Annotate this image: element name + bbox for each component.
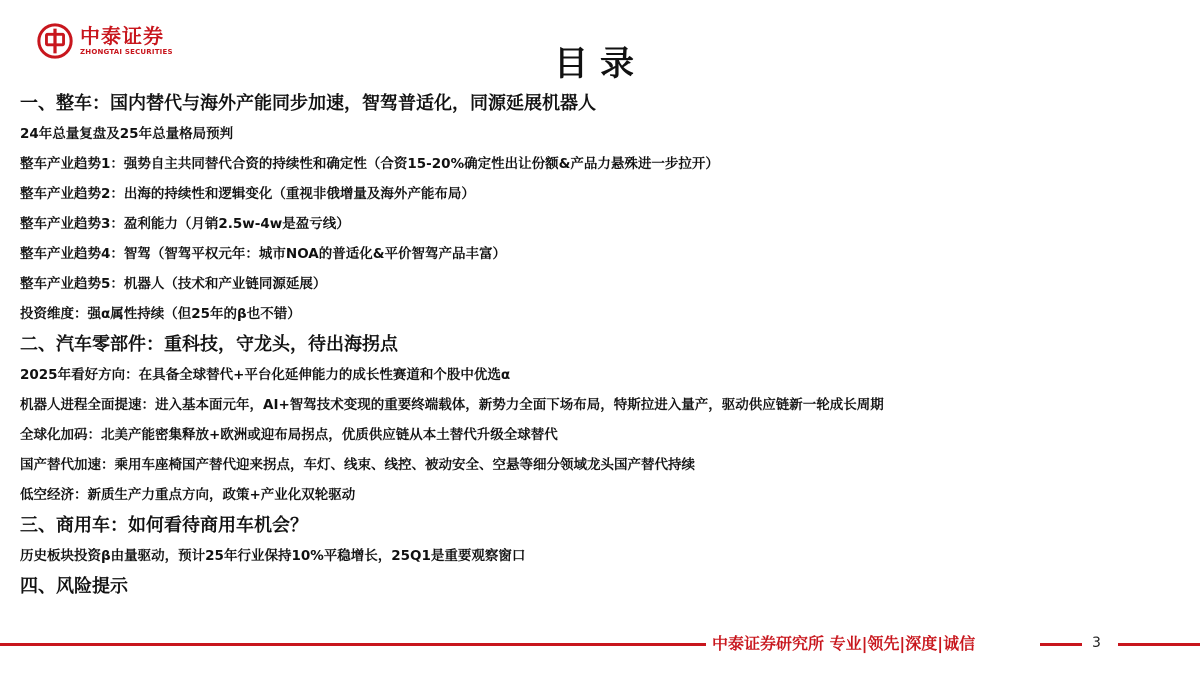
footer-slogan: 中泰证券研究所 专业|领先|深度|诚信 <box>712 634 976 653</box>
toc-item[interactable]: 机器人进程全面提速：进入基本面元年，AI+智驾技术变现的重要终端载体，新势力全面下场布局，特斯拉进入量产，驱动供应链新一轮成长周期 <box>20 397 884 413</box>
toc-heading-1[interactable]: 一、整车：国内替代与海外产能同步加速，智驾普适化，同源延展机器人 <box>20 93 596 114</box>
toc-item[interactable]: 国产替代加速：乘用车座椅国产替代迎来拐点，车灯、线束、线控、被动安全、空悬等细分领域龙头国产替代持续 <box>20 457 695 473</box>
brand-name-en: ZHONGTAI SECURITIES <box>80 48 173 56</box>
toc-item[interactable]: 整车产业趋势2：出海的持续性和逻辑变化（重视非俄增量及海外产能布局） <box>20 186 475 202</box>
toc-item[interactable]: 整车产业趋势4：智驾（智驾平权元年：城市NOA的普适化&平价智驾产品丰富） <box>20 246 507 262</box>
page-title: 目录 <box>554 44 646 84</box>
toc-item[interactable]: 整车产业趋势3：盈利能力（月销2.5w-4w是盈亏线） <box>20 216 350 232</box>
page-number: 3 <box>1092 635 1101 651</box>
toc-item[interactable]: 24年总量复盘及25年总量格局预判 <box>20 126 234 142</box>
toc-item[interactable]: 历史板块投资β由量驱动，预计25年行业保持10%平稳增长，25Q1是重要观察窗口 <box>20 548 526 564</box>
footer-divider-left <box>0 643 706 646</box>
toc-item[interactable]: 全球化加码：北美产能密集释放+欧洲或迎布局拐点，优质供应链从本土替代升级全球替代 <box>20 427 558 443</box>
toc-heading-4[interactable]: 四、风险提示 <box>20 576 128 597</box>
footer-divider-right <box>1040 643 1082 646</box>
toc-item[interactable]: 2025年看好方向：在具备全球替代+平台化延伸能力的成长性赛道和个股中优选α <box>20 367 511 383</box>
toc-item[interactable]: 整车产业趋势1：强势自主共同替代合资的持续性和确定性（合资15-20%确定性出让份额&产品力悬殊进一步拉开） <box>20 156 719 172</box>
toc-item[interactable]: 整车产业趋势5：机器人（技术和产业链同源延展） <box>20 276 327 292</box>
toc-item[interactable]: 低空经济：新质生产力重点方向，政策+产业化双轮驱动 <box>20 487 356 503</box>
toc-item[interactable]: 投资维度：强α属性持续（但25年的β也不错） <box>20 306 301 322</box>
brand-name-cn: 中泰证券 <box>80 24 164 48</box>
table-of-contents <box>20 88 1185 602</box>
toc-heading-2[interactable]: 二、汽车零部件：重科技，守龙头，待出海拐点 <box>20 334 398 355</box>
footer-divider-far <box>1118 643 1200 646</box>
toc-heading-3[interactable]: 三、商用车：如何看待商用车机会？ <box>20 515 308 536</box>
